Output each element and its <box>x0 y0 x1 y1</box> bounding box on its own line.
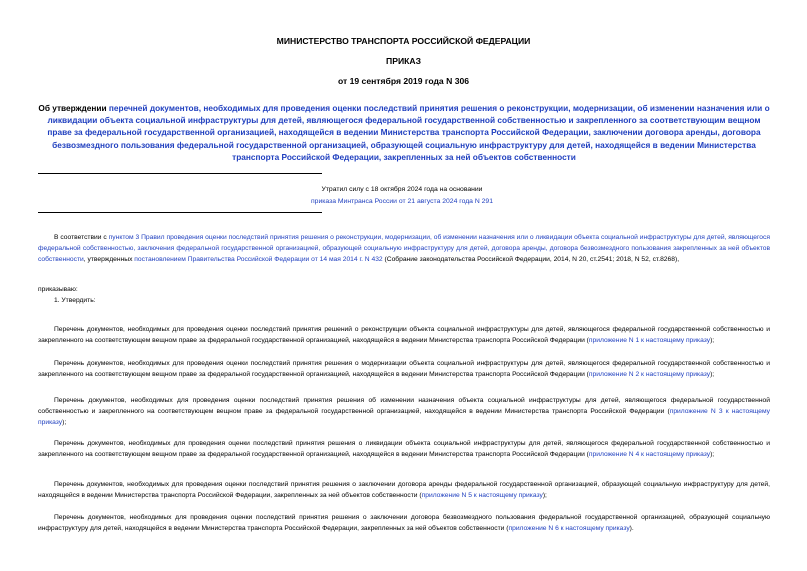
status-note <box>180 184 624 207</box>
list-item <box>38 358 770 380</box>
order-word: приказываю: <box>38 286 78 293</box>
list-item-tail: ); <box>62 419 67 427</box>
document-date-number: от 19 сентября 2019 года N 306 <box>337 76 470 86</box>
title-prefix: Об утверждении <box>38 103 109 113</box>
appendix-3-link[interactable]: приложение N 3 к настоящему приказу <box>38 408 770 427</box>
list-item-text: Перечень документов, необходимых для проведения оценки последствий принятия решения о заключении договора безвозмездного пользования федеральной государственной организацией, образующей социальную инфраструктуру для детей, находящейся в ведении Министерства транспорта Российской Федерации, закрепленных за ней объектов собственности ( <box>38 514 770 533</box>
title-link[interactable]: перечней документов, необходимых для проведения оценки последствий принятия решения о реконструкции, модернизации, об изменении назначения или о ликвидации объекта социальной инфраструктуры для детей, являющегося федеральной государственной собственностью и закрепленного за соответствующим вещном праве за федеральной государственной организацией, находящейся в ведении Министерства транспорта Российской Федерации, заключении договора аренды, договора безвозмездного пользования федеральной государственной организацией, образующей социальную инфраструктуру для детей, находящейся в ведении Министерства транспорта Российской Федерации, закрепленных за ней объектов собственности <box>47 103 770 162</box>
preamble-paragraph <box>38 232 770 266</box>
list-item-text: Перечень документов, необходимых для проведения оценки последствий принятия решений о реконструкции объекта социальной инфраструктуры для детей, являющегося федеральной государственной собственностью и закрепленного на соответствующем вещном праве за федеральной государственной организацией, находящейся в ведении Министерства транспорта Российской Федерации ( <box>38 326 770 345</box>
list-item-tail: ); <box>710 451 715 459</box>
document-title <box>38 102 770 163</box>
appendix-5-link[interactable]: приложение N 5 к настоящему приказу <box>421 492 543 500</box>
list-item-text: Перечень документов, необходимых для проведения оценки последствий принятия решения о ликвидации объекта социальной инфраструктуры для детей, являющегося федеральной государственной собственностью и закрепленного на соответствующем вещном праве за федеральной государственной организацией, находящейся в ведении Министерства транспорта Российской Федерации ( <box>38 440 770 459</box>
appendix-6-link[interactable]: приложение N 6 к настоящему приказу <box>508 525 630 533</box>
resolution-link[interactable]: постановлением Правительства Российской Федерации от 14 мая 2014 г. N 432 <box>134 256 383 264</box>
list-item <box>38 438 770 460</box>
appendix-4-link[interactable]: приложение N 4 к настоящему приказу <box>588 451 711 459</box>
list-item <box>38 395 770 429</box>
rules-link[interactable]: пунктом 3 Правил проведения оценки последствий принятия решения о реконструкции, модернизации, об изменении назначения или о ликвидации объекта социальной инфраструктуры для детей, являющегося федеральной собственностью, заключения федеральной государственной организацией, образующей социальную инфраструктуру для детей, договора аренды, договора безвозмездного пользования закрепленных за ней объектов собственности <box>38 234 770 264</box>
ministry-heading: МИНИСТЕРСТВО ТРАНСПОРТА РОССИЙСКОЙ ФЕДЕРАЦИИ <box>276 36 531 46</box>
list-item-text: Перечень документов, необходимых для проведения оценки последствий принятия решения о заключении договора аренды федеральной государственной организацией, образующей социальную инфраструктуру для детей, находящейся в ведении Министерства транспорта Российской Федерации, закрепленных за ней объектов собственности ( <box>38 481 770 500</box>
list-item <box>38 512 770 534</box>
status-note-text: Утратил силу с 18 октября 2024 года на основании <box>321 186 483 193</box>
list-item-text: Перечень документов, необходимых для проведения оценки последствий принятия решения о модернизации объекта социальной инфраструктуры для детей, являющегося федеральной государственной собственностью и закрепленного на соответствующем вещном праве за федеральной государственной организацией, находящейся в ведении Министерства транспорта Российской Федерации ( <box>38 360 770 379</box>
list-item-tail: ); <box>710 371 715 379</box>
preamble-text: В соответствии с <box>54 234 109 241</box>
list-item-tail: ); <box>542 492 547 500</box>
list-item-tail: ); <box>710 337 715 345</box>
preamble-text-3: (Собрание законодательства Российской Федерации, 2014, N 20, ст.2541; 2018, N 52, ст.8268), <box>382 256 680 264</box>
status-note-link[interactable]: приказа Минтранса России от 21 августа 2024 года N 291 <box>311 197 493 205</box>
divider-bottom <box>38 212 322 213</box>
document-type: ПРИКАЗ <box>386 56 421 66</box>
list-item-text: Перечень документов, необходимых для проведения оценки последствий принятия решения об изменении назначения объекта социальной инфраструктуры для детей, являющегося федеральной государственной собственностью и закрепленного на соответствующем вещном праве за федеральной государственной организацией, находящейся в ведении Министерства транспорта Российской Федерации ( <box>38 397 770 416</box>
appendix-2-link[interactable]: приложение N 2 к настоящему приказу <box>588 371 711 379</box>
list-item-tail: ). <box>629 525 634 533</box>
list-item <box>38 324 770 346</box>
list-item <box>38 479 770 501</box>
preamble-text-2: , утвержденных <box>83 256 135 264</box>
appendix-1-link[interactable]: приложение N 1 к настоящему приказу <box>588 337 711 345</box>
divider-top <box>38 173 322 174</box>
approve-clause: 1. Утвердить: <box>54 297 96 304</box>
